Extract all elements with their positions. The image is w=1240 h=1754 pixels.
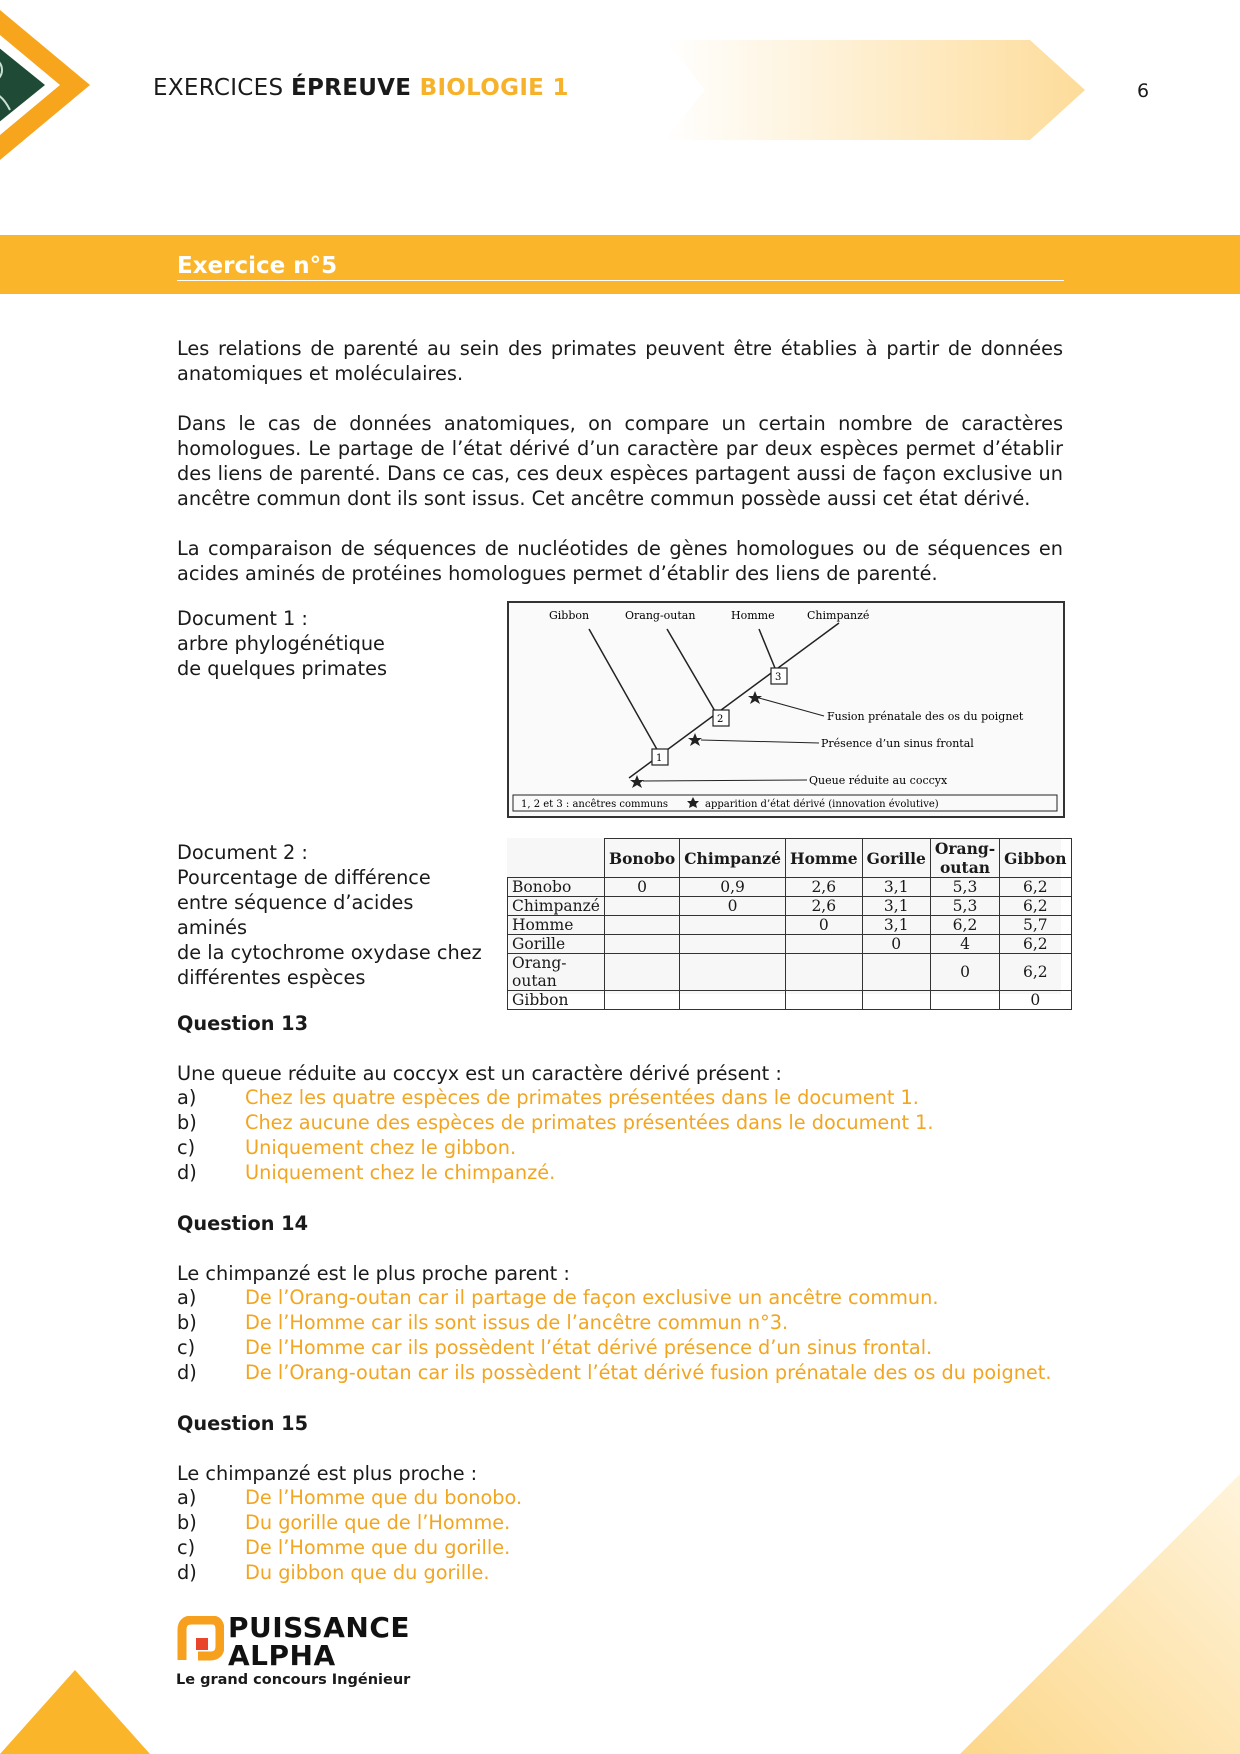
col-header: Chimpanzé — [680, 839, 786, 878]
intro-paragraph-1: Les relations de parenté au sein des primates peuvent être établies à partir de données anatomiques et moléculaires. — [177, 337, 1063, 385]
table-row: Gibbon 0 — [508, 991, 1072, 1010]
col-header: Bonobo — [604, 839, 679, 878]
col-header: Orang-outan — [930, 839, 999, 878]
header-arrow — [665, 40, 1085, 140]
header-title: EXERCICES ÉPREUVE BIOLOGIE 1 — [153, 75, 569, 101]
col-header: Gorille — [862, 839, 930, 878]
col-header: Gibbon — [1000, 839, 1071, 878]
question-14-title: Question 14 — [177, 1212, 309, 1235]
tree-label-chimpanze: Chimpanzé — [807, 609, 870, 622]
table-row: Gorille 0 4 6,2 — [508, 935, 1072, 954]
intro-paragraph-3: La comparaison de séquences de nucléotides de gènes homologues ou de séquences en acides aminés de protéines homologues permet d’établir des liens de parenté. — [177, 537, 1063, 585]
tree-label-orang-outan: Orang-outan — [625, 609, 696, 622]
legend-nodes: 1, 2 et 3 : ancêtres communs — [521, 799, 669, 810]
node-1: 1 — [656, 753, 663, 764]
legend-star: apparition d’état dérivé (innovation évolutive) — [705, 799, 939, 810]
question-13-stem: Une queue réduite au coccyx est un caractère dérivé présent : — [177, 1062, 782, 1085]
question-14-stem: Le chimpanzé est le plus proche parent : — [177, 1262, 570, 1285]
exercise-title: Exercice n°5 — [177, 253, 1064, 281]
table-row: Chimpanzé 0 2,6 3,1 5,3 6,2 — [508, 897, 1072, 916]
tree-label-gibbon: Gibbon — [549, 609, 590, 622]
question-15-title: Question 15 — [177, 1412, 309, 1435]
question-13-title: Question 13 — [177, 1012, 309, 1035]
table-row: Orang-outan 0 6,2 — [508, 954, 1072, 991]
tree-label-homme: Homme — [731, 609, 775, 622]
doc2-label: Document 2 : Pourcentage de différence entre séquence d’acides aminés de la cytochrome oxydase chez différentes espèces — [177, 841, 482, 989]
brand-mark-icon — [176, 1616, 224, 1664]
doc1-label: Document 1 : arbre phylogénétique de quelques primates — [177, 607, 387, 680]
decorative-corner-bottom-right — [960, 1390, 1240, 1754]
question-15-stem: Le chimpanzé est plus proche : — [177, 1462, 478, 1485]
node-2: 2 — [717, 714, 724, 725]
node-3: 3 — [775, 672, 782, 683]
corner-logo — [0, 0, 90, 210]
decorative-corner-bottom-left — [0, 1670, 150, 1754]
brand-logo: PUISSANCE ALPHA Le grand concours Ingénieur — [176, 1611, 411, 1688]
intro-paragraph-2: Dans le cas de données anatomiques, on compare un certain nombre de caractères homologues. Le partage de l’état dérivé d’un caractère par deux espèces permet d’établir des liens de parenté. Dans ce cas, ces deux espèces partagent aussi de façon exclusive un ancêtre commun dont ils sont issus. Cet ancêtre commun possède aussi cet état dérivé. — [177, 412, 1063, 510]
col-header: Homme — [785, 839, 862, 878]
cytochrome-table — [507, 838, 1067, 1009]
difference-table — [507, 838, 1072, 1010]
annotation-fusion: Fusion prénatale des os du poignet — [827, 710, 1024, 723]
annotation-sinus: Présence d’un sinus frontal — [821, 737, 974, 750]
phylogenetic-tree — [507, 601, 1065, 818]
annotation-queue: Queue réduite au coccyx — [809, 774, 948, 787]
table-row: Homme 0 3,1 6,2 5,7 — [508, 916, 1072, 935]
page-number: 6 — [1137, 80, 1150, 102]
table-row: Bonobo 0 0,9 2,6 3,1 5,3 6,2 — [508, 878, 1072, 897]
